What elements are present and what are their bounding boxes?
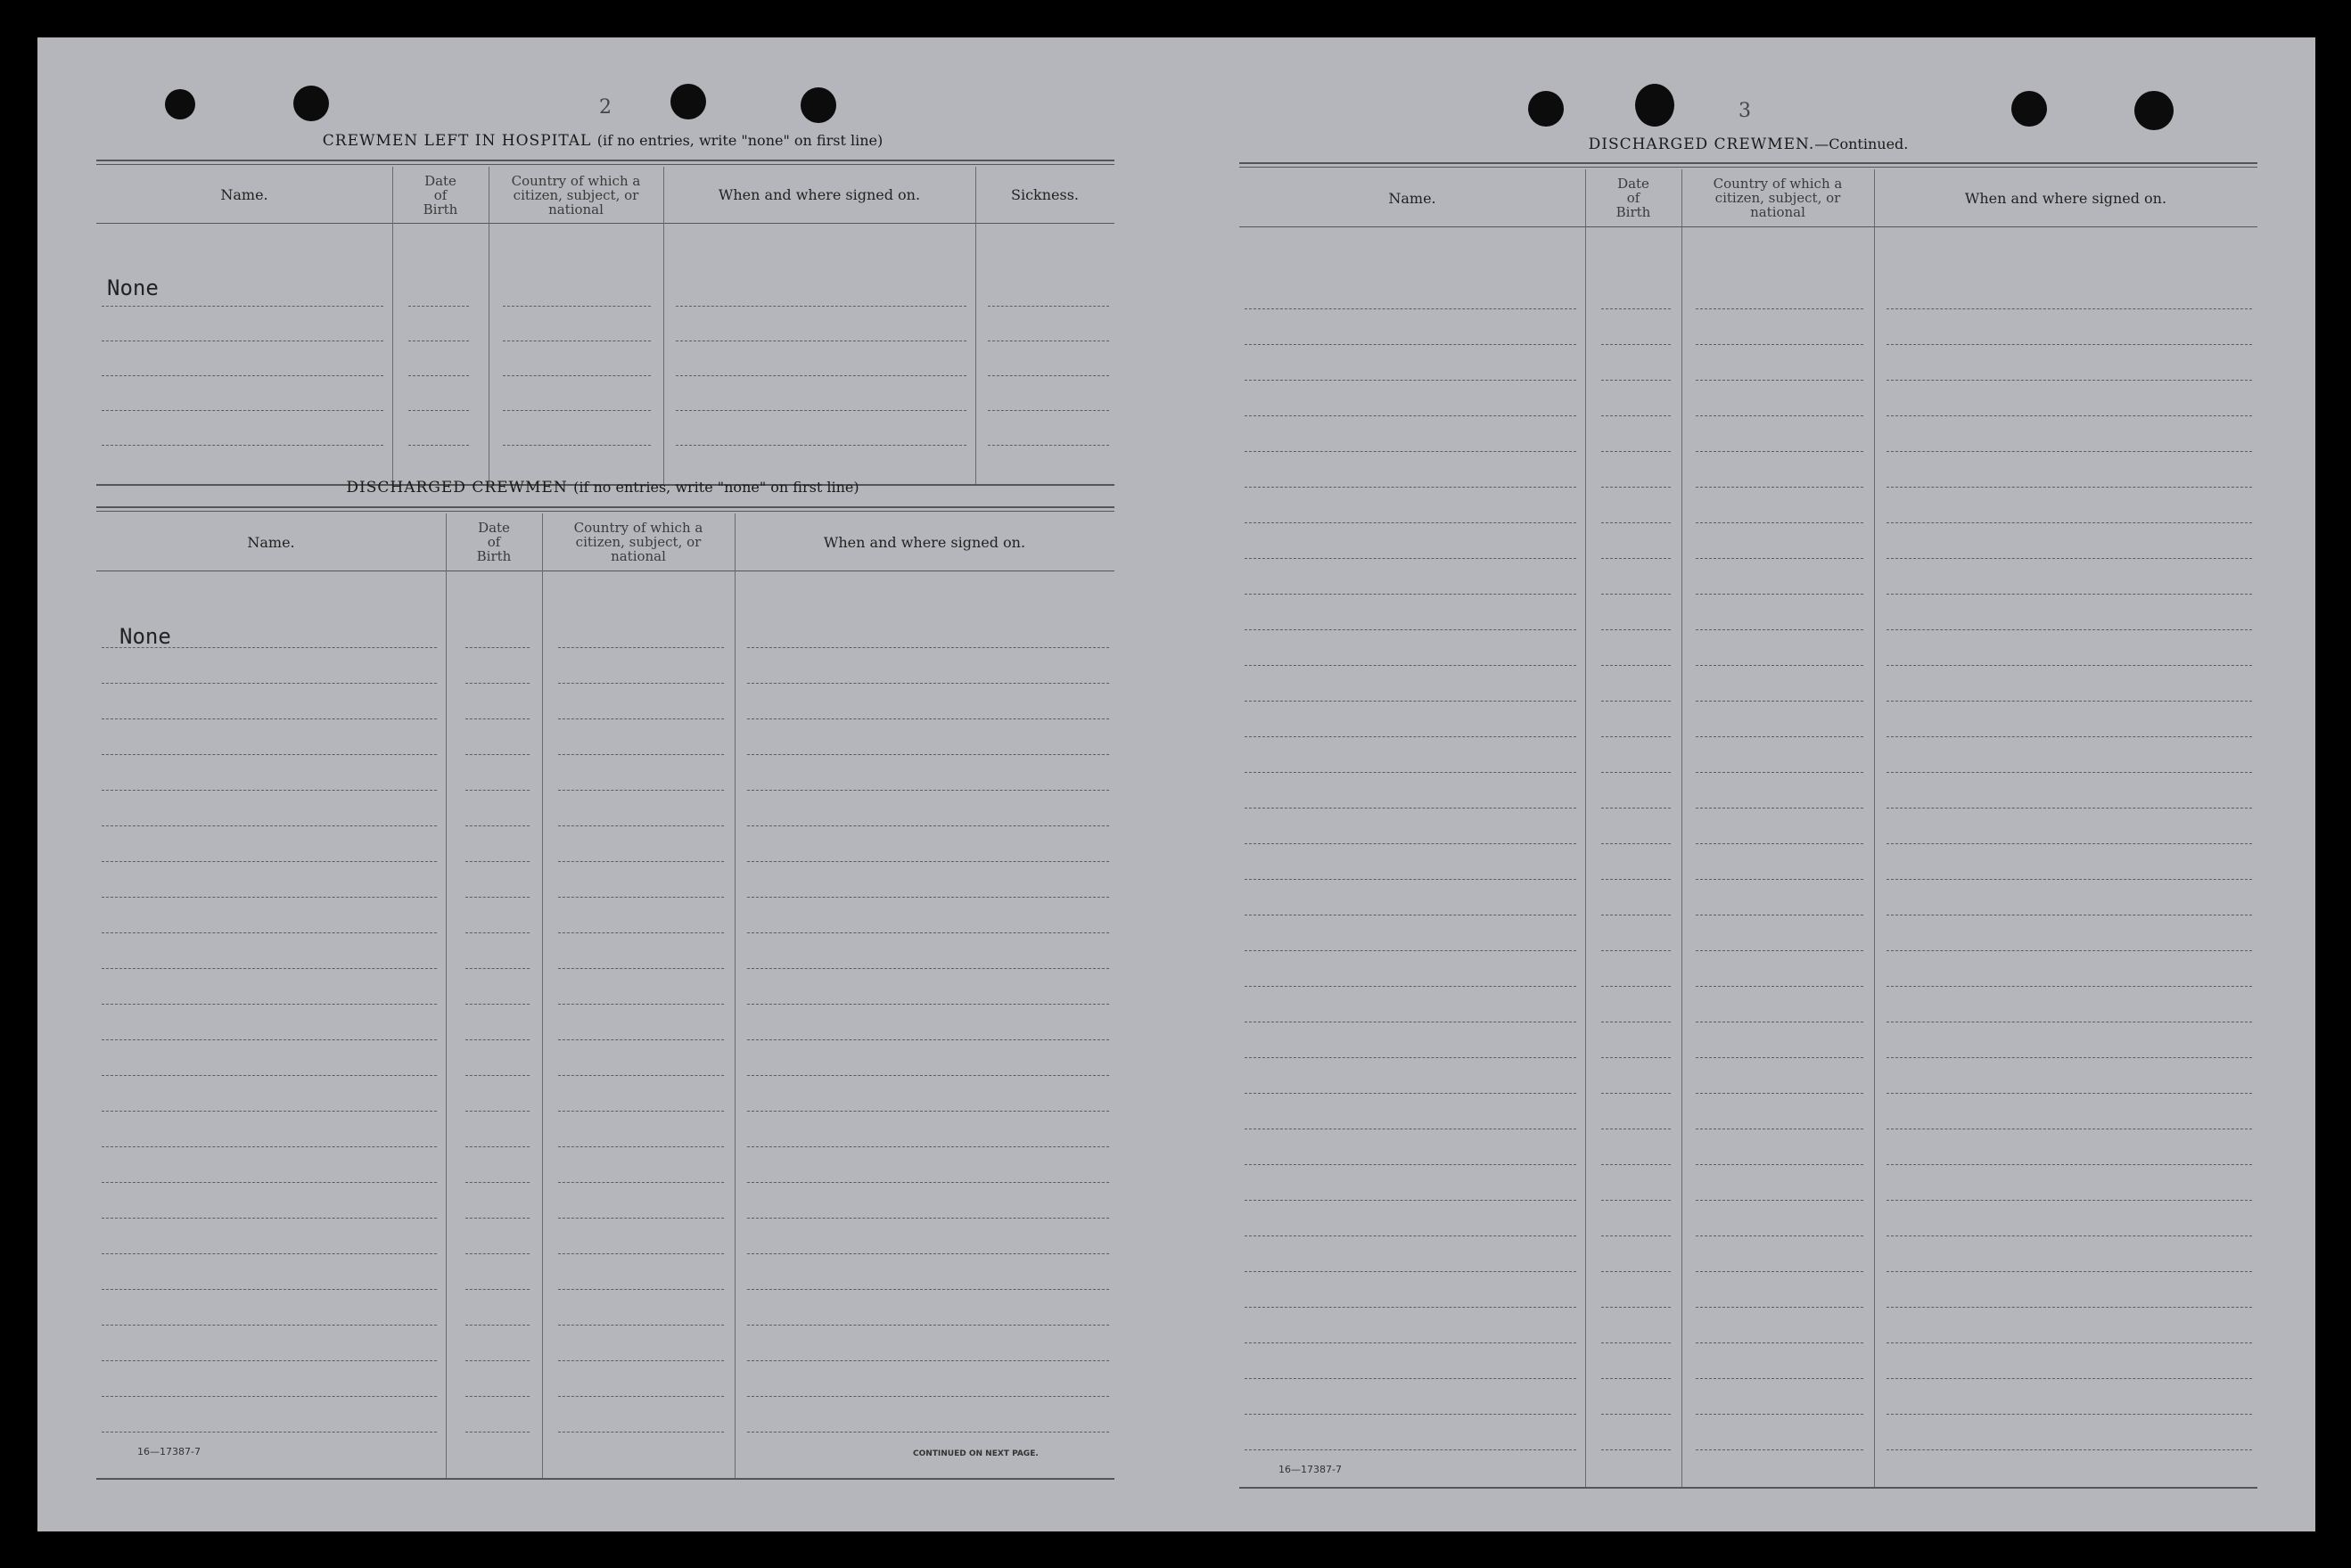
right-title-text: DISCHARGED CREWMEN. (1588, 135, 1815, 153)
dashed-row-line (1696, 843, 1863, 844)
dashed-row-line (558, 1111, 724, 1112)
dashed-row-line (1696, 950, 1863, 951)
dashed-row-line (1601, 986, 1671, 987)
dashed-row-line (1696, 308, 1863, 309)
dashed-row-line (1245, 1414, 1576, 1415)
dashed-row-line (1696, 415, 1863, 416)
dashed-row-line (1245, 843, 1576, 844)
dashed-row-line (1601, 701, 1671, 702)
dashed-row-line (1601, 1449, 1671, 1450)
table-header-rule (96, 223, 1114, 224)
dashed-row-line (558, 1325, 724, 1326)
page-number-right: 3 (1739, 100, 1751, 122)
dashed-row-line (1696, 772, 1863, 773)
dashed-row-line (102, 1146, 437, 1147)
dashed-row-line (1887, 487, 2252, 488)
dashed-row-line (747, 897, 1109, 898)
dashed-row-line (558, 1039, 724, 1040)
dashed-row-line (1245, 1271, 1576, 1272)
dashed-row-line (1601, 344, 1671, 345)
dashed-row-line (1601, 522, 1671, 523)
punch-hole (670, 84, 706, 119)
dashed-row-line (558, 1075, 724, 1076)
dashed-row-line (102, 1289, 437, 1290)
dashed-row-line (1245, 451, 1576, 452)
dashed-row-line (503, 410, 651, 411)
dashed-row-line (102, 375, 383, 376)
dashed-row-line (747, 647, 1109, 648)
dashed-row-line (1887, 1449, 2252, 1450)
dashed-row-line (988, 410, 1109, 411)
dashed-row-line (102, 1218, 437, 1219)
punch-hole (293, 86, 329, 121)
table-top-rule (1239, 162, 2257, 164)
dashed-row-line (1887, 986, 2252, 987)
dashed-row-line (747, 932, 1109, 933)
dashed-row-line (1245, 772, 1576, 773)
dashed-row-line (558, 932, 724, 933)
dashed-row-line (747, 790, 1109, 791)
dashed-row-line (1601, 1200, 1671, 1201)
dashed-row-line (1601, 1164, 1671, 1165)
dashed-row-line (747, 754, 1109, 755)
dashed-row-line (747, 825, 1109, 826)
dashed-row-line (1601, 1378, 1671, 1379)
dashed-row-line (1245, 1164, 1576, 1165)
dashed-row-line (1887, 1271, 2252, 1272)
dashed-row-line (1696, 1200, 1863, 1201)
dashed-row-line (1887, 1164, 2252, 1165)
hospital-title-text: CREWMEN LEFT IN HOSPITAL (322, 132, 592, 150)
dashed-row-line (1696, 1093, 1863, 1094)
dashed-row-line (1887, 451, 2252, 452)
dashed-row-line (747, 1039, 1109, 1040)
dashed-row-line (465, 1218, 530, 1219)
column-header-date-of-birth: Date of Birth (1615, 176, 1651, 220)
dashed-row-line (1887, 736, 2252, 737)
punch-hole (165, 89, 195, 119)
dashed-row-line (1696, 629, 1863, 630)
dashed-row-line (102, 754, 437, 755)
dashed-row-line (558, 1182, 724, 1183)
dashed-row-line (1887, 1200, 2252, 1201)
hospital-instruction: (if no entries, write "none" on first line) (596, 132, 884, 149)
discharged-continued-table (1239, 162, 2257, 1499)
table-top-rule (1239, 167, 2257, 168)
dashed-row-line (1601, 451, 1671, 452)
dashed-row-line (102, 1432, 437, 1433)
dashed-row-line (558, 683, 724, 684)
dashed-row-line (1601, 950, 1671, 951)
dashed-row-line (1696, 736, 1863, 737)
dashed-row-line (747, 1432, 1109, 1433)
dashed-row-line (1887, 558, 2252, 559)
dashed-row-line (102, 1325, 437, 1326)
column-header-signed-on: When and where signed on. (823, 533, 1026, 551)
dashed-row-line (1696, 1307, 1863, 1308)
dashed-row-line (1245, 1449, 1576, 1450)
column-header-country: Country of which a citizen, subject, or national (573, 520, 703, 564)
dashed-row-line (102, 1253, 437, 1254)
dashed-row-line (102, 790, 437, 791)
dashed-row-line (1887, 879, 2252, 880)
dashed-row-line (1245, 522, 1576, 523)
dashed-row-line (1601, 594, 1671, 595)
dashed-row-line (102, 1039, 437, 1040)
dashed-row-line (558, 647, 724, 648)
dashed-row-line (1887, 1093, 2252, 1094)
dashed-row-line (408, 375, 469, 376)
dashed-row-line (102, 1396, 437, 1397)
dashed-row-line (1245, 701, 1576, 702)
dashed-row-line (1245, 308, 1576, 309)
table-bottom-rule (96, 1478, 1114, 1480)
dashed-row-line (988, 306, 1109, 307)
dashed-row-line (1696, 487, 1863, 488)
dashed-row-line (1696, 808, 1863, 809)
dashed-row-line (1245, 415, 1576, 416)
dashed-row-line (558, 1218, 724, 1219)
dashed-row-line (1887, 415, 2252, 416)
dashed-row-line (1245, 594, 1576, 595)
dashed-row-line (558, 1253, 724, 1254)
dashed-row-line (747, 861, 1109, 862)
dashed-row-line (102, 861, 437, 862)
dashed-row-line (1696, 451, 1863, 452)
dashed-row-line (676, 375, 966, 376)
dashed-row-line (747, 1004, 1109, 1005)
dashed-row-line (102, 306, 383, 307)
dashed-row-line (1601, 629, 1671, 630)
dashed-row-line (465, 1111, 530, 1112)
dashed-row-line (1601, 1307, 1671, 1308)
first-entry: None (119, 624, 171, 649)
dashed-row-line (988, 375, 1109, 376)
dashed-row-line (1245, 879, 1576, 880)
dashed-row-line (1887, 629, 2252, 630)
dashed-row-line (1887, 594, 2252, 595)
punch-hole (1635, 84, 1674, 127)
dashed-row-line (558, 1004, 724, 1005)
dashed-row-line (465, 1004, 530, 1005)
dashed-row-line (1696, 665, 1863, 666)
dashed-row-line (102, 1360, 437, 1361)
dashed-row-line (747, 1396, 1109, 1397)
dashed-row-line (1245, 380, 1576, 381)
dashed-row-line (1887, 701, 2252, 702)
dashed-row-line (747, 718, 1109, 719)
dashed-row-line (676, 410, 966, 411)
dashed-row-line (1887, 522, 2252, 523)
form-number-left: 16—17387-7 (137, 1446, 201, 1457)
dashed-row-line (465, 1075, 530, 1076)
column-header-date-of-birth: Date of Birth (423, 172, 458, 218)
dashed-row-line (1245, 808, 1576, 809)
dashed-row-line (1887, 308, 2252, 309)
dashed-row-line (747, 1075, 1109, 1076)
dashed-row-line (1245, 1378, 1576, 1379)
form-number-right: 16—17387-7 (1278, 1464, 1342, 1475)
dashed-row-line (465, 718, 530, 719)
dashed-row-line (1245, 1057, 1576, 1058)
dashed-row-line (558, 968, 724, 969)
column-divider (542, 513, 543, 1478)
dashed-row-line (102, 1182, 437, 1183)
dashed-row-line (1245, 1342, 1576, 1343)
table-top-rule (96, 160, 1114, 161)
column-header-signed-on: When and where signed on. (1964, 189, 2167, 207)
hospital-table (96, 160, 1114, 489)
dashed-row-line (503, 375, 651, 376)
dashed-row-line (102, 410, 383, 411)
discharged-title-text: DISCHARGED CREWMEN (346, 479, 568, 497)
dashed-row-line (465, 932, 530, 933)
punch-hole (801, 87, 836, 123)
dashed-row-line (1696, 701, 1863, 702)
dashed-row-line (1887, 380, 2252, 381)
column-header-sickness: Sickness. (1010, 186, 1079, 203)
column-header-signed-on: When and where signed on. (718, 186, 921, 203)
dashed-row-line (1601, 415, 1671, 416)
dashed-row-line (747, 1360, 1109, 1361)
dashed-row-line (102, 968, 437, 969)
dashed-row-line (1696, 1449, 1863, 1450)
right-title-suffix: —Continued. (1814, 135, 1909, 152)
dashed-row-line (102, 718, 437, 719)
dashed-row-line (676, 445, 966, 446)
dashed-row-line (1601, 665, 1671, 666)
dashed-row-line (1245, 736, 1576, 737)
dashed-row-line (1696, 558, 1863, 559)
dashed-row-line (408, 410, 469, 411)
column-divider (735, 513, 736, 1478)
dashed-row-line (1696, 1342, 1863, 1343)
dashed-row-line (747, 1289, 1109, 1290)
dashed-row-line (1887, 843, 2252, 844)
dashed-row-line (1245, 558, 1576, 559)
table-header-rule (1239, 226, 2257, 227)
discharged-instruction: (if no entries, write "none" on first line) (573, 479, 859, 496)
dashed-row-line (1601, 879, 1671, 880)
column-divider (1585, 169, 1586, 1487)
dashed-row-line (408, 306, 469, 307)
dashed-row-line (1887, 1414, 2252, 1415)
dashed-row-line (558, 861, 724, 862)
dashed-row-line (747, 683, 1109, 684)
dashed-row-line (503, 306, 651, 307)
column-divider (1681, 169, 1682, 1487)
dashed-row-line (1245, 487, 1576, 488)
dashed-row-line (465, 1253, 530, 1254)
dashed-row-line (465, 1432, 530, 1433)
dashed-row-line (558, 1396, 724, 1397)
document-sheet (37, 37, 2315, 1531)
dashed-row-line (1696, 879, 1863, 880)
dashed-row-line (747, 1146, 1109, 1147)
dashed-row-line (465, 1039, 530, 1040)
dashed-row-line (1601, 1271, 1671, 1272)
dashed-row-line (1887, 665, 2252, 666)
dashed-row-line (102, 1111, 437, 1112)
dashed-row-line (102, 1004, 437, 1005)
dashed-row-line (747, 1218, 1109, 1219)
dashed-row-line (1887, 1057, 2252, 1058)
hospital-section-title (96, 132, 1109, 150)
dashed-row-line (102, 445, 383, 446)
dashed-row-line (558, 718, 724, 719)
table-bottom-rule (1239, 1487, 2257, 1489)
dashed-row-line (1601, 1057, 1671, 1058)
dashed-row-line (988, 445, 1109, 446)
dashed-row-line (503, 445, 651, 446)
dashed-row-line (1887, 950, 2252, 951)
dashed-row-line (1696, 986, 1863, 987)
dashed-row-line (1887, 772, 2252, 773)
dashed-row-line (1887, 1378, 2252, 1379)
dashed-row-line (465, 790, 530, 791)
dashed-row-line (1245, 665, 1576, 666)
column-header-name: Name. (220, 186, 268, 203)
dashed-row-line (1887, 1342, 2252, 1343)
column-header-date-of-birth: Date of Birth (476, 520, 512, 564)
table-top-rule (96, 164, 1114, 165)
dashed-row-line (558, 897, 724, 898)
dashed-row-line (465, 1325, 530, 1326)
dashed-row-line (1696, 1164, 1863, 1165)
dashed-row-line (1245, 629, 1576, 630)
table-top-rule (96, 511, 1114, 512)
dashed-row-line (1601, 1093, 1671, 1094)
dashed-row-line (465, 683, 530, 684)
dashed-row-line (465, 1146, 530, 1147)
column-divider (1874, 169, 1875, 1487)
dashed-row-line (1696, 522, 1863, 523)
dashed-row-line (558, 754, 724, 755)
first-entry: None (107, 275, 159, 300)
dashed-row-line (1245, 1200, 1576, 1201)
dashed-row-line (1696, 1414, 1863, 1415)
dashed-row-line (1696, 344, 1863, 345)
column-header-name: Name. (247, 533, 295, 551)
dashed-row-line (465, 861, 530, 862)
dashed-row-line (465, 897, 530, 898)
dashed-row-line (1887, 808, 2252, 809)
discharged-table (96, 506, 1114, 1487)
dashed-row-line (408, 445, 469, 446)
dashed-row-line (1696, 1271, 1863, 1272)
dashed-row-line (1245, 986, 1576, 987)
dashed-row-line (102, 932, 437, 933)
dashed-row-line (747, 1111, 1109, 1112)
dashed-row-line (465, 1182, 530, 1183)
dashed-row-line (1245, 950, 1576, 951)
dashed-row-line (558, 790, 724, 791)
dashed-row-line (1601, 487, 1671, 488)
page-number-left: 2 (599, 96, 612, 119)
continued-note: CONTINUED ON NEXT PAGE. (913, 1449, 1039, 1458)
dashed-row-line (102, 1075, 437, 1076)
column-header-country: Country of which a citizen, subject, or national (511, 172, 641, 218)
dashed-row-line (465, 825, 530, 826)
dashed-row-line (1696, 1057, 1863, 1058)
dashed-row-line (1601, 1342, 1671, 1343)
dashed-row-line (465, 1360, 530, 1361)
column-header-name: Name. (1388, 189, 1436, 207)
dashed-row-line (102, 647, 437, 648)
punch-hole (1528, 91, 1564, 127)
discharged-section-title (96, 479, 1109, 497)
dashed-row-line (558, 1146, 724, 1147)
dashed-row-line (747, 1182, 1109, 1183)
dashed-row-line (465, 1396, 530, 1397)
right-section-title (1239, 135, 2257, 153)
dashed-row-line (1601, 1414, 1671, 1415)
dashed-row-line (102, 825, 437, 826)
dashed-row-line (1601, 308, 1671, 309)
dashed-row-line (1601, 772, 1671, 773)
table-top-rule (96, 506, 1114, 508)
dashed-row-line (1601, 380, 1671, 381)
punch-hole (2134, 91, 2174, 130)
dashed-row-line (558, 1360, 724, 1361)
dashed-row-line (1601, 558, 1671, 559)
dashed-row-line (465, 1289, 530, 1290)
column-divider (446, 513, 447, 1478)
dashed-row-line (1601, 843, 1671, 844)
dashed-row-line (1696, 1378, 1863, 1379)
dashed-row-line (465, 647, 530, 648)
dashed-row-line (465, 968, 530, 969)
dashed-row-line (1601, 736, 1671, 737)
dashed-row-line (747, 1325, 1109, 1326)
dashed-row-line (1245, 1093, 1576, 1094)
punch-hole (2011, 91, 2047, 127)
dashed-row-line (1887, 344, 2252, 345)
dashed-row-line (102, 683, 437, 684)
dashed-row-line (747, 968, 1109, 969)
dashed-row-line (102, 897, 437, 898)
dashed-row-line (1245, 344, 1576, 345)
dashed-row-line (1696, 594, 1863, 595)
dashed-row-line (676, 306, 966, 307)
dashed-row-line (558, 1432, 724, 1433)
dashed-row-line (1887, 1307, 2252, 1308)
dashed-row-line (1601, 808, 1671, 809)
column-header-country: Country of which a citizen, subject, or national (1713, 176, 1843, 220)
dashed-row-line (465, 754, 530, 755)
dashed-row-line (558, 1289, 724, 1290)
dashed-row-line (558, 825, 724, 826)
dashed-row-line (1245, 1307, 1576, 1308)
dashed-row-line (747, 1253, 1109, 1254)
dashed-row-line (1696, 380, 1863, 381)
